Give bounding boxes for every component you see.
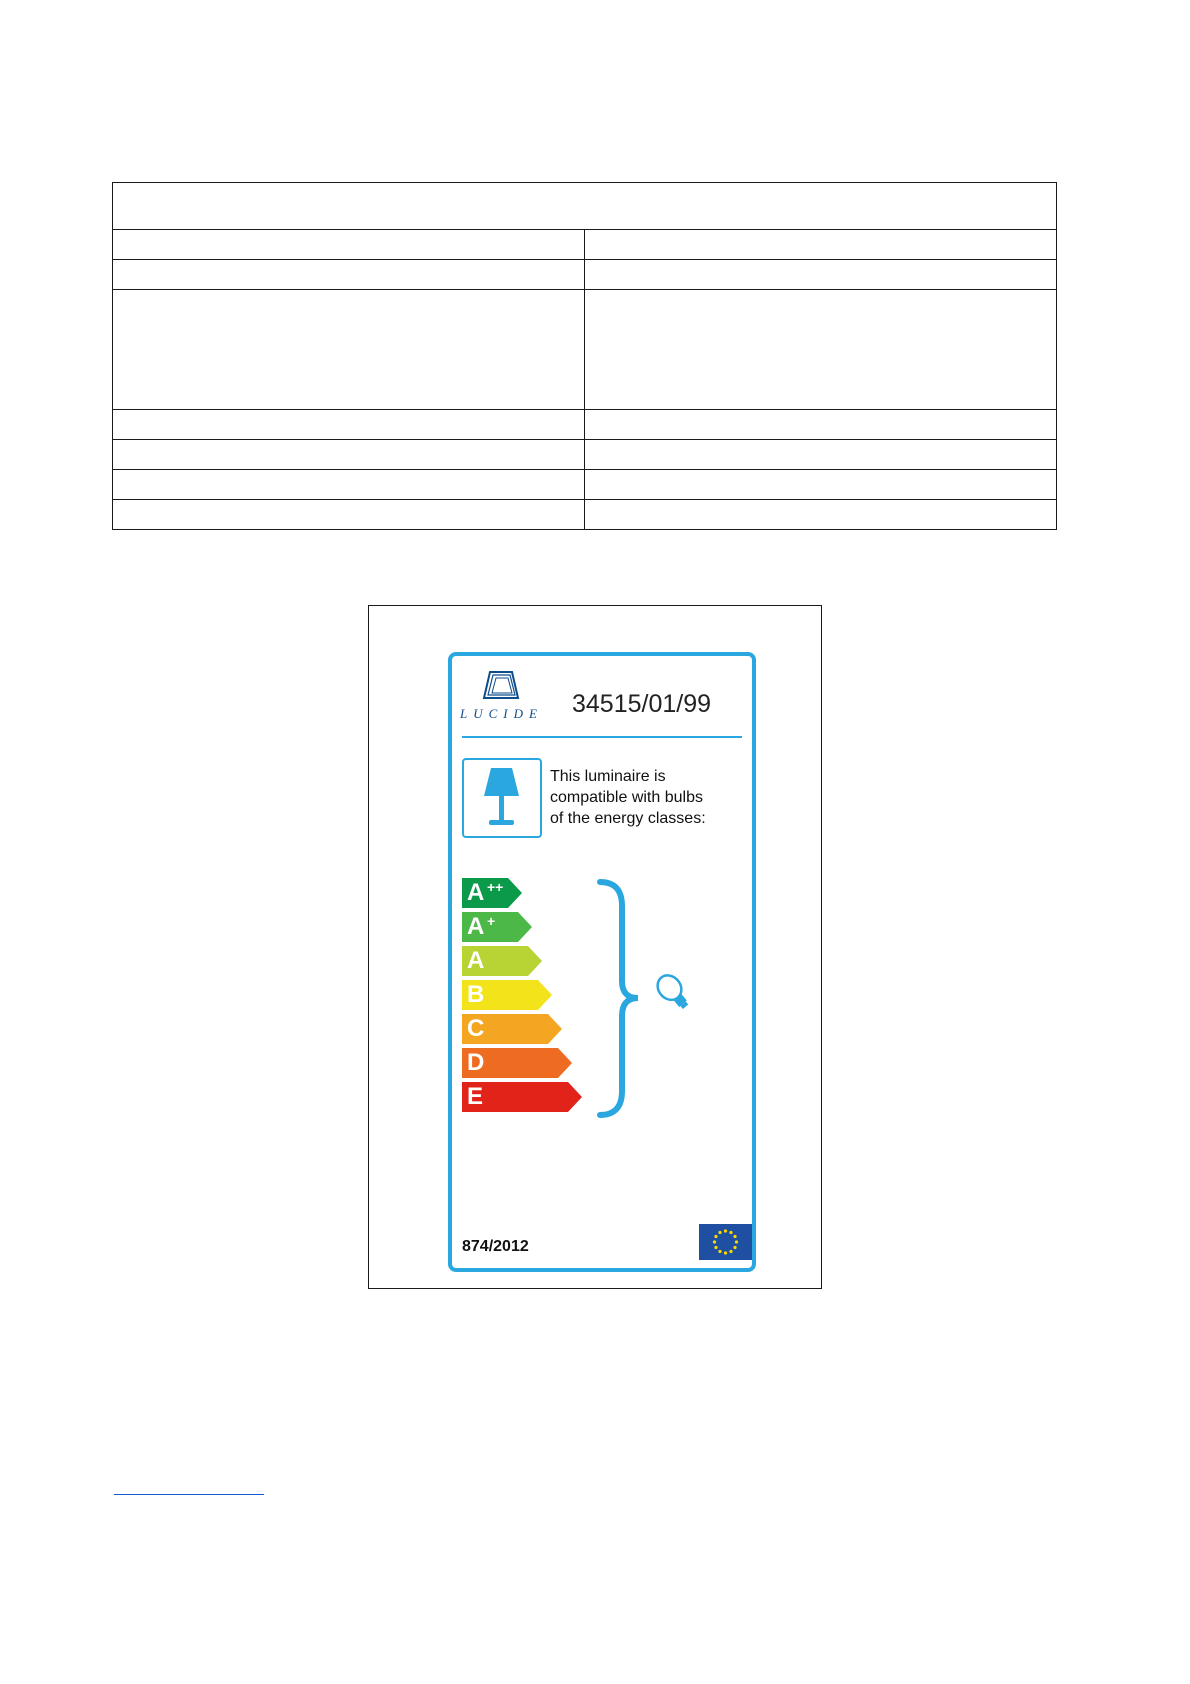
brace-icon [592,876,652,1121]
energy-class-letter: D [467,1049,485,1076]
table-cell [585,260,1057,290]
table-cell [113,230,585,260]
energy-class-arrow [462,1082,582,1112]
table-cell [113,470,585,500]
spec-table [112,182,1057,530]
energy-class-letter: E [467,1083,484,1110]
compatibility-text [550,766,755,829]
table-cell [585,290,1057,410]
table-row [113,500,1057,530]
light-bulb-icon [649,968,699,1018]
table-cell [585,470,1057,500]
table-row [113,470,1057,500]
energy-class-arrow [462,878,522,908]
energy-class-letter: A [467,913,485,940]
energy-class-arrow [462,980,552,1010]
table-row [113,440,1057,470]
header-divider [462,736,742,738]
energy-class-arrow [462,1014,562,1044]
energy-class-arrow [462,912,532,942]
compatibility-line: This luminaire is [550,768,666,785]
energy-class-arrow [462,946,542,976]
table-cell [585,500,1057,530]
table-lamp-icon [462,758,542,838]
table-row [113,290,1057,410]
energy-class-scale [462,878,592,1118]
energy-label [448,652,756,1272]
compatibility-line: compatible with bulbs [550,789,703,806]
energy-class-arrow [462,1048,572,1078]
compatibility-line: of the energy classes: [550,810,706,827]
energy-class-letter: B [467,981,485,1008]
footnote-separator [114,1494,264,1495]
table-cell [113,290,585,410]
table-title-row [113,183,1057,230]
table-row [113,230,1057,260]
regulation-number: 874/2012 [462,1238,529,1255]
table-cell [113,410,585,440]
energy-class-letter: A [467,879,485,906]
model-number: 34515/01/99 [572,690,712,718]
brand-name: LUCIDE [460,706,543,721]
energy-class-letter: C [467,1015,485,1042]
table-row [113,260,1057,290]
table-cell [585,410,1057,440]
energy-label-frame [368,605,822,1289]
table-cell [585,440,1057,470]
energy-class-letter: A [467,947,485,974]
energy-class-superscript: ++ [487,879,504,895]
eu-flag-icon [699,1224,752,1260]
table-cell [113,260,585,290]
table-row [113,410,1057,440]
table-cell [113,500,585,530]
table-cell [585,230,1057,260]
table-cell [113,440,585,470]
table-title-cell [113,183,1057,230]
energy-class-superscript: + [487,913,496,929]
